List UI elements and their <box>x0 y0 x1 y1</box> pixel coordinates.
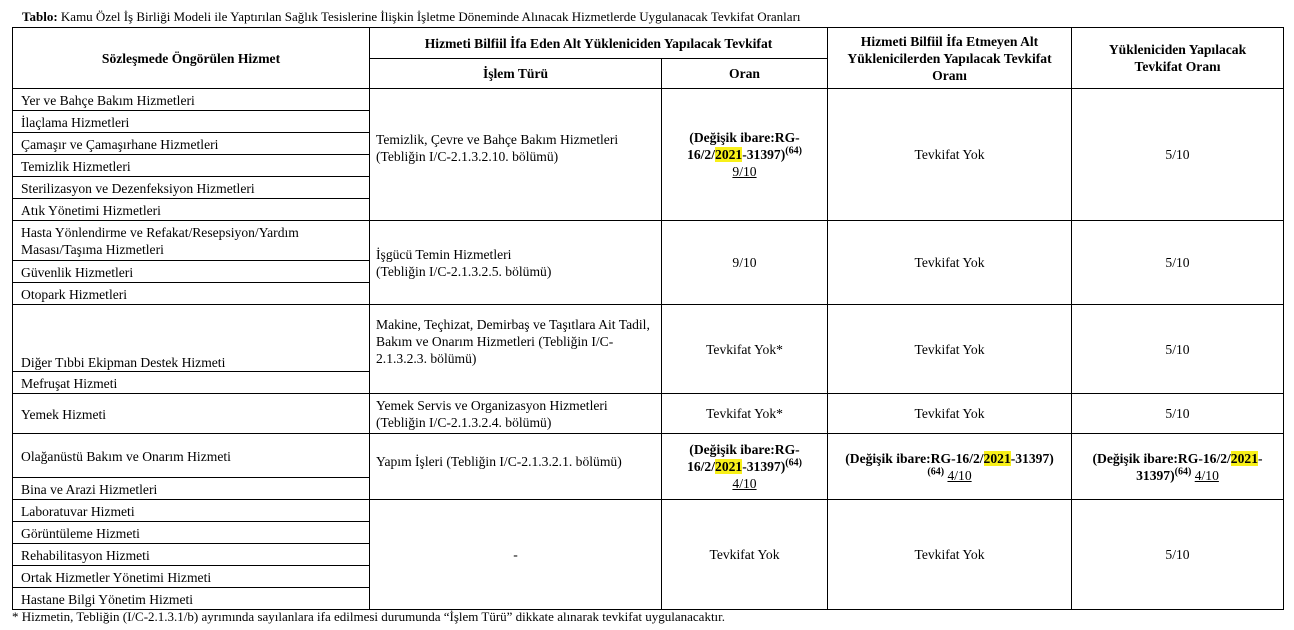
oran-cell: Tevkifat Yok <box>662 500 828 610</box>
change-note: (Değişik ibare:RG-16/2/2021-31397)$^{(64)}$ <box>687 130 802 162</box>
contractor-cell: 5/10 <box>1072 89 1284 221</box>
contractor-cell: 5/10 <box>1072 500 1284 610</box>
header-subcontractor-group: Hizmeti Bilfiil İfa Eden Alt Yükleniciden Yapılacak Tevkifat <box>370 28 828 59</box>
header-non-performing: Hizmeti Bilfiil İfa Etmeyen Alt Yüklenicilerden Yapılacak Tevkifat Oranı <box>828 28 1072 89</box>
contractor-cell: 5/10 <box>1072 394 1284 434</box>
service-cell: Otopark Hizmetleri <box>13 283 370 305</box>
service-cell: Hastane Bilgi Yönetim Hizmeti <box>13 588 370 610</box>
service-cell: Yer ve Bahçe Bakım Hizmetleri <box>13 89 370 111</box>
oran-cell: Tevkifat Yok* <box>662 394 828 434</box>
non-performing-cell: Tevkifat Yok <box>828 500 1072 610</box>
change-note: (Değişik ibare:RG-16/2/2021-31397)$^{(64)}$ <box>1092 450 1263 483</box>
islem-cell: Makine, Teçhizat, Demirbaş ve Taşıtlara Ait Tadil, Bakım ve Onarım Hizmetleri (Tebliğin I/C-2.1.3.2.3. bölümü) <box>370 305 662 394</box>
islem-cell: Temizlik, Çevre ve Bahçe Bakım Hizmetleri (Tebliğin I/C-2.1.3.2.10. bölümü) <box>370 89 662 221</box>
change-note: (Değişik ibare:RG-16/2/2021-31397)$^{(64)}$ <box>687 442 802 474</box>
table-caption: Tablo: Kamu Özel İş Birliği Modeli ile Yaptırılan Sağlık Tesislerine İlişkin İşletme Döneminde Alınacak Hizmetlerde Uygulanacak Tevkifat Oranları <box>22 9 801 24</box>
oran-cell: (Değişik ibare:RG-16/2/2021-31397)$^{(64)}$ 4/10 <box>662 434 828 500</box>
non-performing-cell: (Değişik ibare:RG-16/2/2021-31397)$^{(64)}$ 4/10 <box>828 434 1072 500</box>
service-cell: Mefruşat Hizmeti <box>13 372 370 394</box>
contractor-cell: 5/10 <box>1072 305 1284 394</box>
oran-cell: (Değişik ibare:RG-16/2/2021-31397)$^{(64)}$ 9/10 <box>662 89 828 221</box>
service-cell: Güvenlik Hizmetleri <box>13 261 370 283</box>
service-cell: Yemek Hizmeti <box>13 394 370 434</box>
change-note: (Değişik ibare:RG-16/2/2021-31397)$^{(64)}$ <box>845 450 1054 477</box>
islem-cell: İşgücü Temin Hizmetleri (Tebliğin I/C-2.1.3.2.5. bölümü) <box>370 221 662 305</box>
service-cell: Sterilizasyon ve Dezenfeksiyon Hizmetleri <box>13 177 370 199</box>
oran-cell: 9/10 <box>662 221 828 305</box>
non-performing-cell: Tevkifat Yok <box>828 305 1072 394</box>
service-cell: Bina ve Arazi Hizmetleri <box>13 478 370 500</box>
islem-cell: Yapım İşleri (Tebliğin I/C-2.1.3.2.1. bölümü) <box>370 434 662 500</box>
header-contractor: Yükleniciden Yapılacak Tevkifat Oranı <box>1072 28 1284 89</box>
non-performing-cell: Tevkifat Yok <box>828 394 1072 434</box>
service-cell: İlaçlama Hizmetleri <box>13 111 370 133</box>
header-islem-turu: İşlem Türü <box>370 59 662 89</box>
non-performing-cell: Tevkifat Yok <box>828 221 1072 305</box>
service-cell: Hasta Yönlendirme ve Refakat/Resepsiyon/Yardım Masası/Taşıma Hizmetleri <box>13 221 370 261</box>
service-cell: Ortak Hizmetler Yönetimi Hizmeti <box>13 566 370 588</box>
service-cell: Temizlik Hizmetleri <box>13 155 370 177</box>
footnote: * Hizmetin, Tebliğin (I/C-2.1.3.1/b) ayrımında sayılanlara ifa edilmesi durumunda “İşlem Türü” dikkate alınarak tevkifat uygulanacaktır. <box>12 609 726 624</box>
non-performing-cell: Tevkifat Yok <box>828 89 1072 221</box>
service-cell: Rehabilitasyon Hizmeti <box>13 544 370 566</box>
service-cell: Görüntüleme Hizmeti <box>13 522 370 544</box>
service-cell: Olağanüstü Bakım ve Onarım Hizmeti <box>13 434 370 478</box>
service-cell: Diğer Tıbbi Ekipman Destek Hizmeti <box>13 305 370 372</box>
islem-cell: - <box>370 500 662 610</box>
islem-cell: Yemek Servis ve Organizasyon Hizmetleri (Tebliğin I/C-2.1.3.2.4. bölümü) <box>370 394 662 434</box>
withholding-rates-table <box>12 27 1284 610</box>
service-cell: Laboratuvar Hizmeti <box>13 500 370 522</box>
header-oran: Oran <box>662 59 828 89</box>
service-cell: Çamaşır ve Çamaşırhane Hizmetleri <box>13 133 370 155</box>
header-service: Sözleşmede Öngörülen Hizmet <box>13 28 370 89</box>
contractor-cell: 5/10 <box>1072 221 1284 305</box>
contractor-cell: (Değişik ibare:RG-16/2/2021-31397)$^{(64)}$ 4/10 <box>1072 434 1284 500</box>
service-cell: Atık Yönetimi Hizmetleri <box>13 199 370 221</box>
oran-cell: Tevkifat Yok* <box>662 305 828 394</box>
